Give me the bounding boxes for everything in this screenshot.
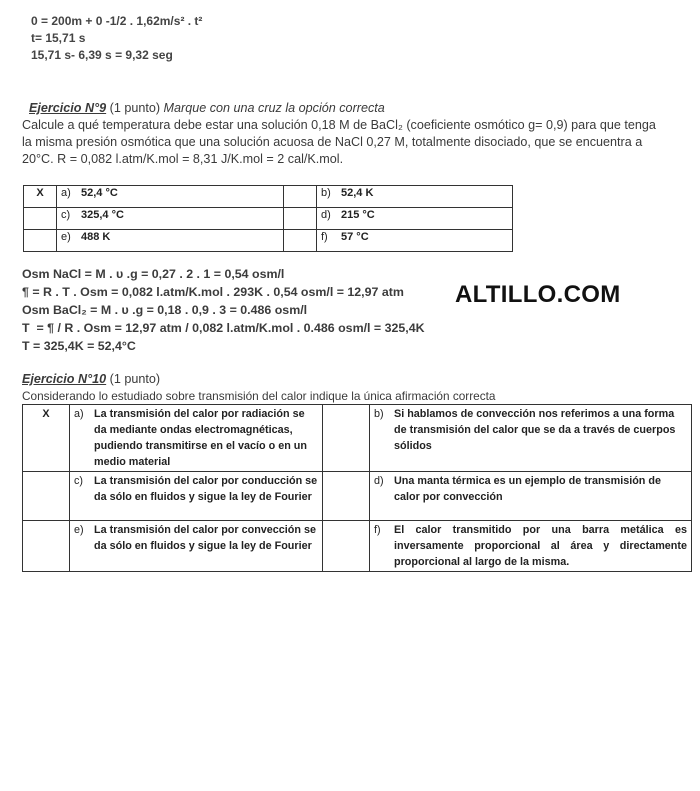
- answer-mark-cell[interactable]: X: [23, 405, 70, 472]
- answer-mark-cell[interactable]: [284, 208, 317, 230]
- table-row: [24, 208, 513, 230]
- answer-mark-cell[interactable]: [284, 230, 317, 252]
- option-text: 488 K: [81, 231, 111, 243]
- option-letter: c): [61, 209, 71, 221]
- option-c[interactable]: [57, 208, 284, 230]
- exercise-10-header: [22, 371, 682, 405]
- table-row: [23, 472, 692, 521]
- option-text: 52,4 K: [341, 187, 374, 199]
- option-f[interactable]: [317, 230, 513, 252]
- table-row: [24, 230, 513, 252]
- option-letter: f): [321, 231, 328, 243]
- previous-answer-lines: [31, 13, 202, 64]
- option-text: La transmisión del calor por conducción se da sólo en fluidos y sigue la ley de Fourier: [94, 475, 318, 503]
- option-letter: b): [374, 408, 384, 420]
- answer-mark-cell[interactable]: [323, 521, 370, 572]
- table-row: [24, 186, 513, 208]
- table-row: [23, 405, 692, 472]
- exercise-9-solution: [22, 265, 425, 355]
- exercise-10-points: (1 punto): [106, 372, 161, 386]
- solution-line: Osm BaCl₂ = M . υ .g = 0,18 . 0,9 . 3 = 0.486 osm/l: [22, 303, 308, 317]
- option-text: 325,4 °C: [81, 209, 124, 221]
- answer-mark-cell[interactable]: [24, 208, 57, 230]
- option-text: El calor transmitido por una barra metálica es inversamente proporcional al área y directamente proporcional al largo de la misma.: [394, 524, 687, 568]
- exercise-9-header: [22, 100, 682, 168]
- answer-mark-cell[interactable]: [23, 521, 70, 572]
- watermark-logo: ALTILLO.COM: [455, 281, 621, 308]
- option-text: La transmisión del calor por convección se da sólo en fluidos y sigue la ley de Fourier: [94, 524, 317, 552]
- equation-line: 15,71 s- 6,39 s = 9,32 seg: [31, 48, 173, 62]
- exercise-10-statement: Considerando lo estudiado sobre transmisión del calor indique la única afirmación correcta: [22, 389, 496, 403]
- option-text: 52,4 °C: [81, 187, 118, 199]
- option-f[interactable]: [370, 521, 692, 572]
- option-d[interactable]: [370, 472, 692, 521]
- option-letter: a): [74, 408, 84, 420]
- option-a[interactable]: [70, 405, 323, 472]
- option-e[interactable]: [57, 230, 284, 252]
- option-letter: d): [321, 209, 331, 221]
- option-a[interactable]: [57, 186, 284, 208]
- solution-line: Osm NaCl = M . υ .g = 0,27 . 2 . 1 = 0,54 osm/l: [22, 267, 285, 281]
- equation-line: t= 15,71 s: [31, 31, 86, 45]
- table-row: [23, 521, 692, 572]
- option-letter: b): [321, 187, 331, 199]
- option-e[interactable]: [70, 521, 323, 572]
- option-b[interactable]: [317, 186, 513, 208]
- exercise-9-title: Ejercicio N°9: [29, 101, 107, 115]
- exercise-9-statement-line: 20°C. R = 0,082 l.atm/K.mol = 8,31 J/K.mol = 2 cal/K.mol.: [22, 152, 344, 166]
- answer-mark-cell[interactable]: [284, 186, 317, 208]
- answer-mark-cell[interactable]: [24, 230, 57, 252]
- option-text: La transmisión del calor por radiación se da mediante ondas electromagnéticas, pudiendo transmitirse en el vacío o en un medio material: [94, 408, 307, 468]
- option-c[interactable]: [70, 472, 323, 521]
- exercise-10-title: Ejercicio N°10: [22, 372, 107, 386]
- option-letter: f): [374, 524, 381, 536]
- option-letter: d): [374, 475, 384, 487]
- option-letter: e): [61, 231, 71, 243]
- solution-line: T = ¶ / R . Osm = 12,97 atm / 0,082 l.atm/K.mol . 0.486 osm/l = 325,4K: [22, 321, 425, 335]
- answer-mark-cell[interactable]: [323, 405, 370, 472]
- solution-line: T = 325,4K = 52,4°C: [22, 339, 136, 353]
- exercise-10-options-table: [22, 404, 692, 572]
- option-letter: c): [74, 475, 83, 487]
- option-text: Una manta térmica es un ejemplo de transmisión de calor por convección: [394, 475, 662, 503]
- answer-mark-cell[interactable]: X: [24, 186, 57, 208]
- exercise-9-instruction: Marque con una cruz la opción correcta: [163, 101, 385, 115]
- option-text: Si hablamos de convección nos referimos a una forma de transmisión del calor que se da a través de cuerpos sólidos: [394, 408, 676, 452]
- equation-line: 0 = 200m + 0 -1/2 . 1,62m/s² . t²: [31, 14, 203, 28]
- exercise-9-statement-line: Calcule a qué temperatura debe estar una solución 0,18 M de BaCl₂ (coeficiente osmótico g= 0,9) para que tenga: [22, 118, 656, 132]
- exercise-9-points: (1 punto): [106, 101, 164, 115]
- exercise-9-statement-line: la misma presión osmótica que una solución acuosa de NaCl 0,27 M, totalmente disociado, que se encuentra a: [22, 135, 643, 149]
- exercise-9-options-table: [23, 185, 513, 252]
- option-letter: a): [61, 187, 71, 199]
- option-letter: e): [74, 524, 84, 536]
- option-text: 215 °C: [341, 209, 375, 221]
- option-text: 57 °C: [341, 231, 369, 243]
- answer-mark-cell[interactable]: [23, 472, 70, 521]
- solution-line: ¶ = R . T . Osm = 0,082 l.atm/K.mol . 293K . 0,54 osm/l = 12,97 atm: [22, 285, 404, 299]
- answer-mark-cell[interactable]: [323, 472, 370, 521]
- option-b[interactable]: [370, 405, 692, 472]
- option-d[interactable]: [317, 208, 513, 230]
